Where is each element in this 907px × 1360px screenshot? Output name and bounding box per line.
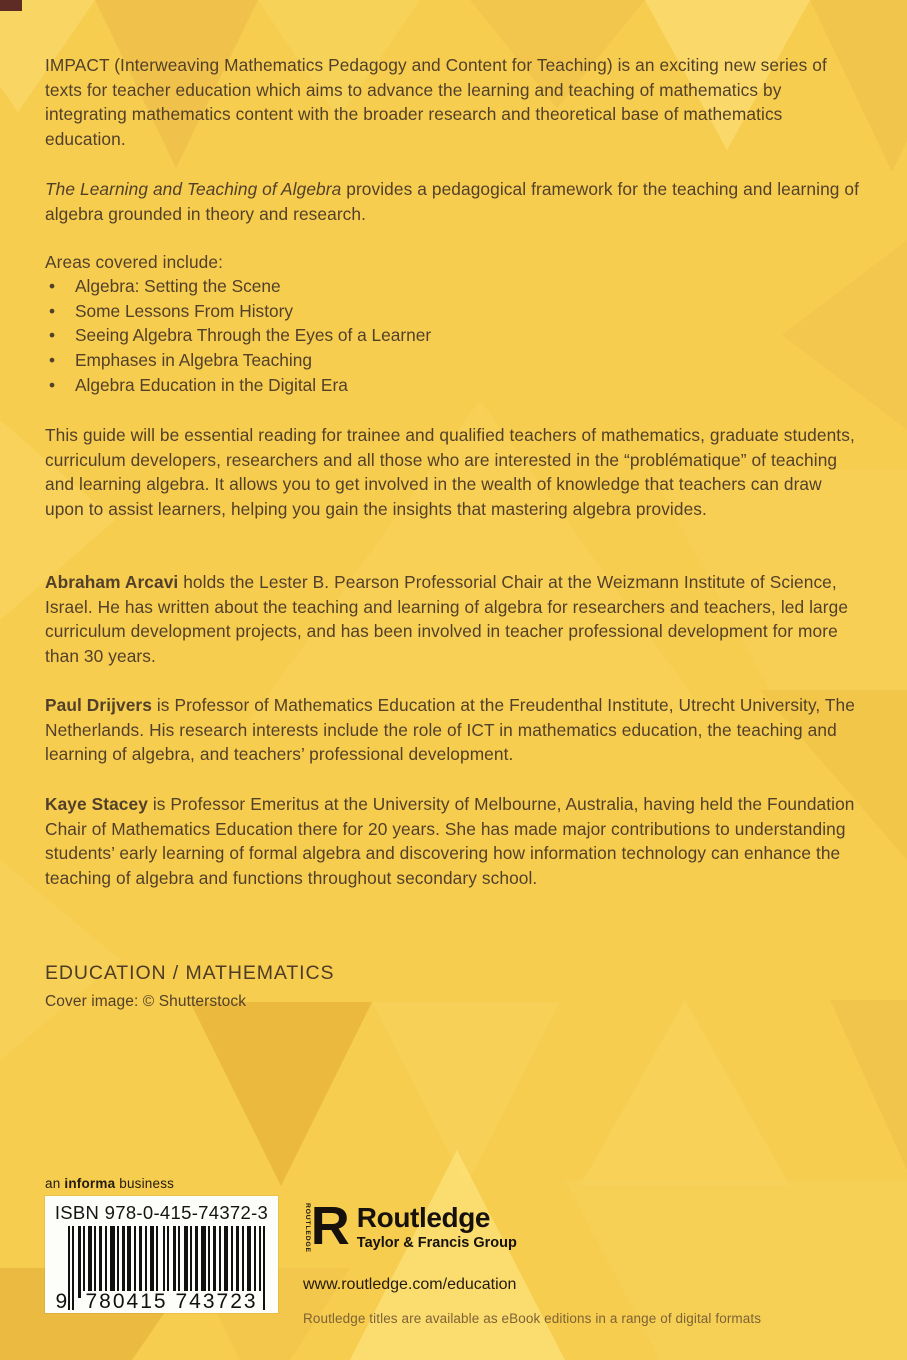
routledge-r-logo-icon: R — [310, 1196, 350, 1256]
author-bio-drijvers — [45, 693, 863, 767]
isbn-barcode-panel — [45, 1196, 278, 1313]
barcode-digit-group: 9 — [55, 1290, 68, 1313]
list-item — [45, 323, 863, 348]
series-description: IMPACT (Interweaving Mathematics Pedagogy and Content for Teaching) is an exciting new series of texts for teacher education which aims to advance the learning and teaching of mathematics by integrating mathematics content with the broader research and theoretical base of mathematics education. — [45, 55, 827, 149]
barcode-digit-group: 780415 — [83, 1291, 171, 1312]
author-name: Abraham Arcavi — [45, 572, 179, 592]
title-paragraph-rest: provides a pedagogical framework for the teaching and learning of algebra grounded in theory and research. — [45, 179, 859, 224]
list-item — [45, 348, 863, 373]
isbn-number: ISBN 978-0-415-74372-3 — [54, 1202, 269, 1223]
bullet-icon: • — [49, 276, 56, 296]
ean13-barcode — [56, 1226, 268, 1314]
barcode-digit-group: 743723 — [173, 1291, 261, 1312]
ebook-availability-note: Routledge titles are available as eBook editions in a range of digital formats — [303, 1310, 762, 1326]
informa-business-line — [45, 1172, 863, 1197]
publisher-logo-block — [303, 1196, 517, 1256]
author-bio-arcavi — [45, 570, 863, 668]
author-bio-text: holds the Lester B. Pearson Professorial Chair at the Weizmann Institute of Science, Israel. He has written about the teaching and learning of algebra for researchers and teachers, led large curriculum development projects, and has been involved in teacher professional development for more than 30 years. — [45, 572, 849, 666]
informa-prefix: an — [45, 1176, 65, 1191]
areas-covered-list — [45, 274, 863, 398]
author-bio-text: is Professor Emeritus at the University of Melbourne, Australia, having held the Foundation Chair of Mathematics Education there for 20 years. She has made major contributions to understanding students’ early learning of formal algebra and discovering how information technology can enhance the teaching of algebra and functions throughout secondary school. — [45, 794, 855, 888]
areas-covered-label: Areas covered include: — [45, 252, 223, 272]
list-item — [45, 299, 863, 324]
list-item-label: Seeing Algebra Through the Eyes of a Learner — [75, 325, 432, 346]
informa-suffix: business — [115, 1176, 175, 1191]
list-item-label: Algebra Education in the Digital Era — [75, 374, 348, 395]
routledge-vertical-wordmark: ROUTLEDGE — [303, 1203, 311, 1253]
bullet-icon: • — [49, 350, 56, 371]
list-item — [45, 373, 863, 398]
publisher-name: Routledge — [356, 1202, 491, 1233]
book-title: The Learning and Teaching of Algebra — [45, 179, 342, 199]
author-name: Paul Drijvers — [45, 695, 152, 715]
audience-paragraph: This guide will be essential reading for trainee and qualified teachers of mathematics, graduate students, curriculum developers, researchers and all those who are interested in the “problématique” of teaching and learning algebra. It allows you to get involved in the wealth of knowledge that teachers can draw upon to assist learners, helping you gain the insights that mastering algebra provides. — [45, 425, 855, 519]
list-item-label: Emphases in Algebra Teaching — [75, 350, 312, 371]
author-bio-stacey — [45, 792, 863, 890]
adjacent-cover-sliver — [0, 0, 22, 11]
list-item — [45, 274, 863, 299]
book-title-paragraph — [45, 177, 863, 226]
publisher-url: www.routledge.com/education — [303, 1276, 517, 1293]
publisher-group: Taylor & Francis Group — [356, 1235, 517, 1251]
author-bio-text: is Professor of Mathematics Education at the Freudenthal Institute, Utrecht University, The Netherlands. His research interests include the role of ICT in mathematics education, the teaching and learning of algebra, and teachers’ professional development. — [45, 695, 855, 765]
cover-image-credit: Cover image: © Shutterstock — [45, 993, 247, 1010]
bullet-icon: • — [49, 374, 56, 395]
informa-brand: informa — [64, 1176, 116, 1191]
list-item-label: Some Lessons From History — [75, 300, 293, 321]
subject-category: EDUCATION / MATHEMATICS — [45, 962, 335, 984]
bullet-icon: • — [49, 300, 56, 321]
author-name: Kaye Stacey — [45, 794, 148, 814]
bullet-icon: • — [49, 325, 56, 346]
list-item-label: Algebra: Setting the Scene — [75, 276, 281, 296]
